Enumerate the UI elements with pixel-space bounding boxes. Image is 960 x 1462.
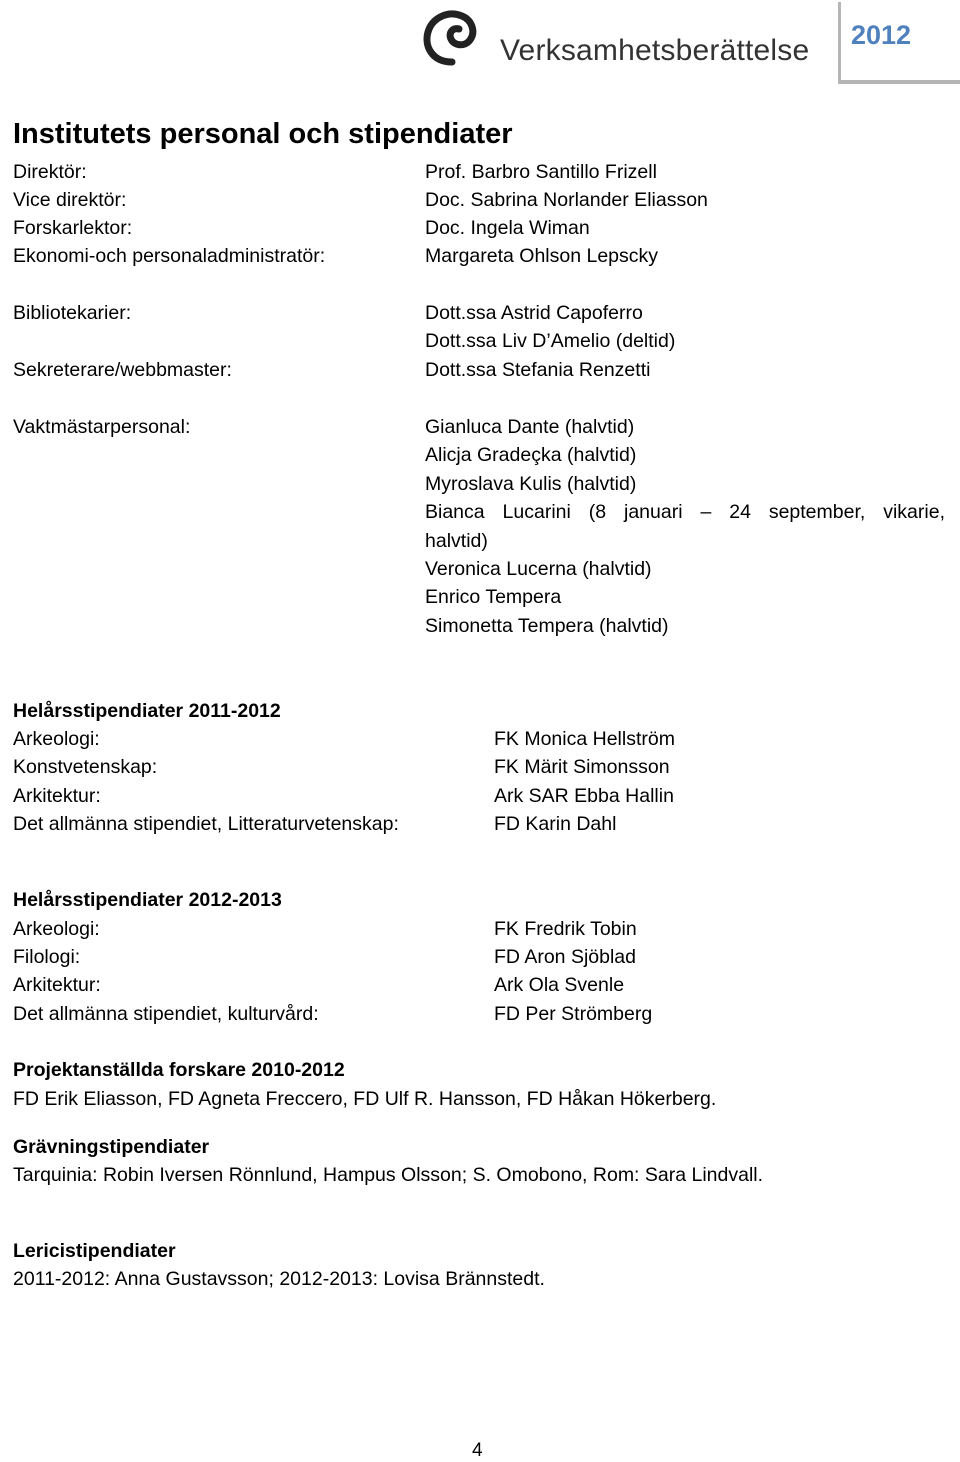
report-year: 2012 — [851, 20, 912, 50]
section-heading: Helårsstipendiater 2011-2012 — [13, 700, 281, 722]
librarian-name: Dott.ssa Liv D’Amelio (deltid) — [425, 330, 676, 352]
fellow-name: FD Per Strömberg — [494, 1003, 653, 1025]
caretaker-name-continued: halvtid) — [425, 530, 488, 552]
caretaker-name: Bianca Lucarini (8 januari – 24 september, vikarie, — [425, 501, 945, 523]
fellow-name: FK Monica Hellström — [494, 728, 675, 750]
caretaker-name: Veronica Lucerna (halvtid) — [425, 558, 652, 580]
fellow-name: Ark Ola Svenle — [494, 974, 625, 996]
header-underline — [838, 80, 960, 84]
caretaker-name: Simonetta Tempera (halvtid) — [425, 615, 669, 637]
vice-director-name: Doc. Sabrina Norlander Eliasson — [425, 189, 708, 211]
section-heading: Lericistipendiater — [13, 1240, 176, 1262]
section-heading: Grävningstipendiater — [13, 1136, 210, 1158]
page-number: 4 — [472, 1440, 483, 1461]
lecturer-label: Forskarlektor: — [13, 217, 133, 239]
lecturer-name: Doc. Ingela Wiman — [425, 217, 590, 239]
header-divider — [838, 2, 841, 82]
director-label: Direktör: — [13, 161, 87, 183]
institute-logo — [420, 6, 480, 68]
fellow-field-label: Arkitektur: — [13, 974, 101, 996]
fellow-name: FK Märit Simonsson — [494, 756, 670, 778]
caretaker-name: Myroslava Kulis (halvtid) — [425, 473, 637, 495]
vice-director-label: Vice direktör: — [13, 189, 127, 211]
fellow-field-label: Arkeologi: — [13, 918, 100, 940]
librarian-name: Dott.ssa Astrid Capoferro — [425, 302, 643, 324]
section-heading: Helårsstipendiater 2012-2013 — [13, 889, 282, 911]
fellow-name: FD Karin Dahl — [494, 813, 617, 835]
document-title: Verksamhetsberättelse — [500, 34, 810, 67]
fellow-name: FD Aron Sjöblad — [494, 946, 636, 968]
caretaker-name: Gianluca Dante (halvtid) — [425, 416, 635, 438]
fellow-name: FK Fredrik Tobin — [494, 918, 637, 940]
fellow-field-label: Konstvetenskap: — [13, 756, 158, 778]
secretary-label: Sekreterare/webbmaster: — [13, 359, 232, 381]
caretaker-name: Alicja Gradeçka (halvtid) — [425, 444, 637, 466]
fellow-field-label: Det allmänna stipendiet, kulturvård: — [13, 1003, 319, 1025]
section-heading: Projektanställda forskare 2010-2012 — [13, 1059, 345, 1081]
fellow-field-label: Filologi: — [13, 946, 81, 968]
admin-name: Margareta Ohlson Lepscky — [425, 245, 659, 267]
lerici-fellows: 2011-2012: Anna Gustavsson; 2012-2013: Lovisa Brännstedt. — [13, 1268, 545, 1290]
fellow-field-label: Arkeologi: — [13, 728, 100, 750]
director-name: Prof. Barbro Santillo Frizell — [425, 161, 657, 183]
fellow-name: Ark SAR Ebba Hallin — [494, 785, 674, 807]
project-researchers: FD Erik Eliasson, FD Agneta Freccero, FD Ulf R. Hansson, FD Håkan Hökerberg. — [13, 1088, 717, 1110]
excavation-fellows: Tarquinia: Robin Iversen Rönnlund, Hampus Olsson; S. Omobono, Rom: Sara Lindvall. — [13, 1164, 764, 1186]
page-title: Institutets personal och stipendiater — [13, 118, 513, 150]
librarians-label: Bibliotekarier: — [13, 302, 132, 324]
caretakers-label: Vaktmästarpersonal: — [13, 416, 191, 438]
fellow-field-label: Arkitektur: — [13, 785, 101, 807]
secretary-name: Dott.ssa Stefania Renzetti — [425, 359, 651, 381]
admin-label: Ekonomi-och personaladministratör: — [13, 245, 326, 267]
fellow-field-label: Det allmänna stipendiet, Litteraturvetenskap: — [13, 813, 399, 835]
caretaker-name: Enrico Tempera — [425, 586, 562, 608]
